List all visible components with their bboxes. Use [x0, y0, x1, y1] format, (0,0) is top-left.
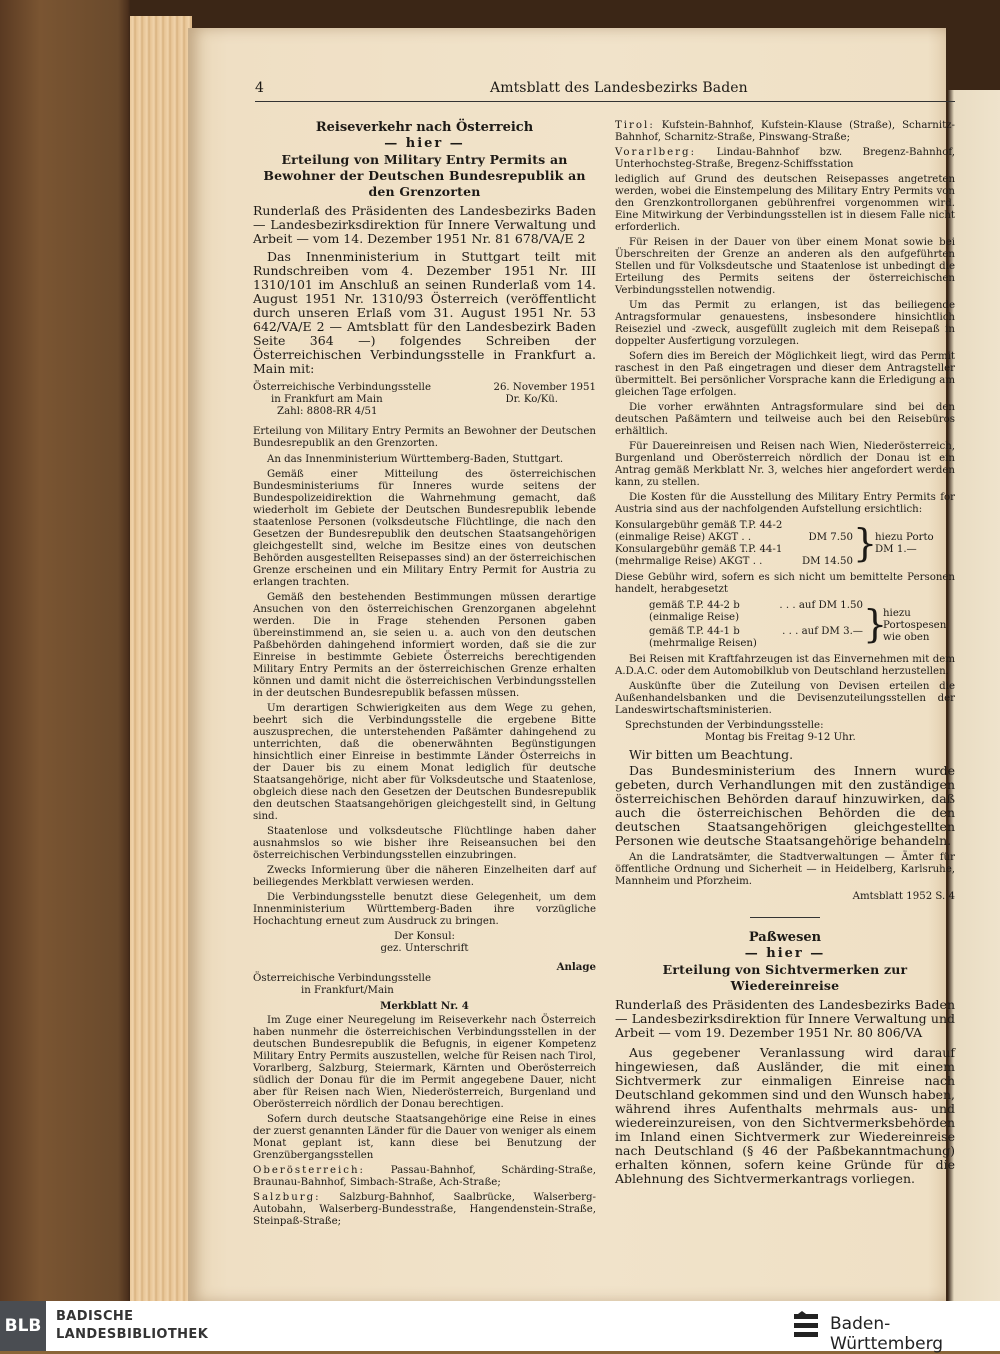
- red1-label: gemäß T.P. 44-2 b: [649, 600, 740, 611]
- ministry-text: Das Bundesministerium des Innern wurde gebeten, durch Verhandlungen mit den zuständigen österreichischen Behörden darauf hinzuwirken, daß auch die österreichischen Behörden die den deutschen Staatsangehörigen gleichgestellten Personen wie deutsche Staatsangehörige behandeln.: [615, 763, 955, 848]
- fee-table: [615, 520, 955, 568]
- right-paragraph-2: Für Reisen in der Dauer von über einem Monat sowie bei Überschreiten der Grenze an anderen als den aufgeführten Stellen und für Volksdeutsche und Staatenlose ist unbedingt die Erteilung des Permits seitens der österreichischen Verbindungsstellen notwendig.: [615, 237, 955, 296]
- merkblatt-paragraph-2: Sofern durch deutsche Staatsangehörige eine Reise in eines der zuerst genannten Länder für die Dauer von weniger als einem Monat geplant ist, kann diese bei Benutzung der Grenzübergangsstellen: [253, 1114, 597, 1161]
- paragraph-2: Gemäß den bestehenden Bestimmungen müssen derartige Ansuchen von den österreichischen Grenzorganen abgelehnt werden. Die in Frage stehenden Personen gaben übereinstimmend an, sie seien u. a. auch von den deutschen Paßbehörden dahingehend informiert worden, daß sie die zur Einreise in bestimmte Gebiete Österreichs berechtigenden Military Entry Permits an der österreichischen Grenze erhalten können und damit nicht die österreichischen Verbindungsstellen in der deutschen Bundesrepublik befassen müssen.: [253, 592, 596, 699]
- right-paragraph-10: Auskünfte über die Zuteilung von Devisen erteilen die Außenhandelsbanken und die Devisenzuteilungsstellen der Landeswirtschaftsministerien.: [615, 681, 955, 716]
- salzburg-label: Salzburg:: [253, 1192, 321, 1203]
- tirol-label: Tirol:: [615, 120, 655, 131]
- signature-consul: Der Konsul:: [394, 931, 455, 942]
- sender-date: 26. November 1951: [493, 382, 596, 393]
- amtsblatt-reference: Amtsblatt 1952 S. 4: [852, 891, 955, 902]
- reduced-brace: }: [863, 602, 888, 646]
- paragraph-5: Zwecks Informierung über die näheren Einzelheiten darf auf beiliegendes Merkblatt verwiesen werden.: [253, 865, 596, 888]
- vorarlberg-label: Vorarlberg:: [615, 147, 696, 158]
- page-header: [255, 80, 955, 100]
- heading-hier: — hier —: [384, 136, 465, 151]
- fee-note-porto: hiezu Porto: [875, 532, 934, 543]
- paragraph-3: Um derartigen Schwierigkeiten aus dem Wege zu gehen, beehrt sich die Verbindungsstelle die ergebene Bitte auszusprechen, die unterstehenden Paßämter dahingehend zu unterrichten, daß die obenerwähnten Begünstigungen hinsichtlich einer Einreise in bestimmte Länder Österreichs in der Dauer bis zu einem Monat lediglich für deutsche Staatsangehörige, nicht aber für Volksdeutsche und Staatenlose, obgleich diese nach den Gesetzen der Deutschen Bundesrepublik den deutschen Staatsangehörigen gleichgestellt sind, in Geltung sind.: [253, 703, 596, 822]
- right-column: [615, 120, 955, 1188]
- right-paragraph-7: Die Kosten für die Ausstellung des Military Entry Permits for Austria sind aus der nachfolgenden Aufstellung ersichtlich:: [615, 492, 955, 515]
- right-paragraph-4: Sofern dies im Bereich der Möglichkeit liegt, wird das Permit raschest in den Paß eingetragen und dieser dem Antragsteller übermittelt. Bei persönlicher Vorsprache kann die Erledigung am gleichen Tage erfolgen.: [615, 351, 955, 398]
- salzburg-crossings: [253, 1192, 596, 1228]
- runderlass-text: Runderlaß des Präsidenten des Landesbezirks Baden — Landesbezirksdirektion für Innere Verwaltung und Arbeit — vom 14. Dezember 1951 Nr. 81 678/VA/E 2: [253, 203, 596, 246]
- vorarlberg-crossings: [615, 147, 955, 171]
- page-title: Amtsblatt des Landesbezirks Baden: [490, 80, 748, 96]
- heading-sichtvermerke: Erteilung von Sichtvermerken zur Wiedereinreise: [662, 962, 908, 993]
- fee1-amount: DM 7.50: [808, 532, 853, 543]
- fee1-desc: (einmalige Reise) AKGT . .: [615, 532, 752, 543]
- tirol-text: Kufstein-Bahnhof, Kufstein-Klause (Straße), Scharnitz-Bahnhof, Scharnitz-Straße, Pinswang-Straße;: [615, 120, 955, 143]
- sender-block: [253, 382, 596, 418]
- left-column: [253, 120, 596, 1231]
- sender-zahl: Zahl: 8808-RR 4/51: [277, 406, 378, 417]
- oberoesterreich-label: Oberösterreich:: [253, 1165, 365, 1176]
- merkblatt-paragraph-1: Im Zuge einer Neuregelung im Reiseverkehr nach Österreich haben nunmehr die österreichischen Verbindungsstellen in der deutschen Bundesrepublik die Befugnis, in eigener Kompetenz Military Entry Permits auszustellen, welche für Reisen nach Tirol, Vorarlberg, Salzburg, Steiermark, Kärnten und Oberösterreich südlich der Donau für die im Permit angegebene Dauer, nicht aber für Reisen nach Wien, Niederösterreich, Burgenland und Oberösterreich nördlich der Donau berechtigen.: [253, 1015, 596, 1110]
- anlage-sender1: Österreichische Verbindungsstelle: [253, 973, 431, 984]
- vorarlberg-text: Lindau-Bahnhof bzw. Bregenz-Bahnhof, Unterhochsteg-Straße, Bregenz-Schiffsstation: [615, 147, 955, 170]
- fee-brace: }: [853, 521, 878, 565]
- intro-text: Das Innenministerium in Stuttgart teilt mit Rundschreiben vom 4. Dezember 1951 Nr. III 1310/101 im Anschluß an seinen Runderlaß vom 14. August 1951 Nr. 1310/93 Österreich (veröffentlicht durch unseren Erlaß vom 31. August 1951 Nr. 53 642/VA/E 2 — Amtsblatt für den Landesbezirk Baden Seite 364 —) folgendes Schreiben der Österreichischen Verbindungsstelle in Frankfurt a. Main mit:: [253, 249, 596, 376]
- lions-crest-icon: [790, 1310, 822, 1342]
- heading-reiseverkehr: Reiseverkehr nach Österreich: [315, 120, 534, 135]
- red2-label: gemäß T.P. 44-1 b: [649, 626, 740, 637]
- fee2-amount: DM 14.50: [801, 556, 853, 567]
- fee1-label: Konsulargebühr gemäß T.P. 44-2: [615, 520, 783, 531]
- oberoesterreich-crossings: [253, 1165, 596, 1189]
- blb-name-line1: BADISCHE: [56, 1309, 134, 1324]
- sender-ref: Dr. Ko/Kü.: [505, 394, 558, 405]
- oberoesterreich-text: Passau-Bahnhof, Schärding-Straße, Braunau-Bahnhof, Simbach-Straße, Ach-Straße;: [253, 1165, 596, 1188]
- heading-passwesen: Paßwesen: [748, 930, 822, 945]
- right-paragraph-8: Diese Gebühr wird, sofern es sich nicht um bemittelte Personen handelt, herabgesetzt: [615, 572, 955, 595]
- passwesen-text: Aus gegebener Veranlassung wird darauf hingewiesen, daß Ausländer, die mit einem Sichtvermerk zur einmaligen Einreise nach Deutschland gekommen sind und den Wunsch haben, während ihres Aufenthalts mehrmals aus- und wiedereinzureisen, von den Sichtvermerksbehörden im Inland einen Sichtvermerk zur Wiedereinreise nach Deutschland (§ 46 der Paßbekanntmachung) erhalten können, sofern keine Gründe für die Ablehnung des Sichtvermerkantrags vorliegen.: [615, 1045, 955, 1186]
- fee2-label: Konsulargebühr gemäß T.P. 44-1: [615, 544, 783, 555]
- section-divider: [750, 917, 820, 918]
- heading-passwesen-hier: — hier —: [744, 946, 826, 961]
- hours-label: Sprechstunden der Verbindungsstelle:: [625, 720, 824, 731]
- fee2-desc: (mehrmalige Reise) AKGT . .: [615, 556, 763, 567]
- next-page-edge: [948, 90, 1000, 1301]
- blb-name-line2: LANDESBIBLIOTHEK: [56, 1327, 209, 1342]
- blb-name: [56, 1308, 208, 1344]
- bitte-text: Wir bitten um Beachtung.: [629, 747, 794, 762]
- heading-erteilung: Erteilung von Military Entry Permits an Bewohner der Deutschen Bundesrepublik an den Grenzorten: [263, 152, 586, 199]
- reduced-fee-table: [615, 600, 955, 650]
- recipients-text: An die Landratsämter, die Stadtverwaltungen — Ämter für öffentliche Ordnung und Sicherheit — in Heidelberg, Karlsruhe, Mannheim und Pforzheim.: [615, 852, 955, 887]
- red2-amount: . . . auf DM 3.—: [782, 626, 863, 637]
- signature-name: gez. Unterschrift: [380, 943, 469, 954]
- right-paragraph-3: Um das Permit zu erlangen, ist das beiliegende Antragsformular genauestens, insbesondere hinsichtlich Reiseziel und -zweck, ausgefüllt zugleich mit dem Reisepaß in doppelter Ausfertigung vorzulegen.: [615, 300, 955, 347]
- right-paragraph-5: Die vorher erwähnten Antragsformulare sind bei den deutschen Paßämtern und teilweise auch bei den Reisebüros erhältlich.: [615, 402, 955, 437]
- merkblatt-title: Merkblatt Nr. 4: [380, 1000, 469, 1012]
- tirol-crossings: [615, 120, 955, 144]
- right-paragraph-1: lediglich auf Grund des deutschen Reisepasses angetreten werden, wobei die Einstempelung des Military Entry Permits von den Grenzkontrollorganen gebührenfrei vorgenommen wird. Eine Mitwirkung der Verbindungsstellen ist in diesem Falle nicht erforderlich.: [615, 174, 955, 233]
- passwesen-runderlass: Runderlaß des Präsidenten des Landesbezirks Baden — Landesbezirksdirektion für Innere Verwaltung und Arbeit — vom 19. Dezember 1951 Nr. 80 806/VA: [615, 997, 955, 1040]
- page-edges: [130, 16, 192, 1304]
- anlage-sender2: in Frankfurt/Main: [301, 985, 394, 996]
- blb-logo[interactable]: BLB: [0, 1301, 46, 1351]
- paragraph-4: Staatenlose und volksdeutsche Flüchtlinge haben daher ausnahmslos so wie bisher ihre Reiseansuchen bei den österreichischen Verbindungsstellen einzubringen.: [253, 826, 596, 861]
- paragraph-1: Gemäß einer Mitteilung des österreichischen Bundesministeriums für Inneres wurde seitens der Bundespolizeidirektion die Wahrnehmung gemacht, daß wiederholt im Gebiete der Deutschen Bundesrepublik lebende staatenlose Personen (volksdeutsche Flüchtlinge, die nach den Gesetzen der Bundesrepublik den deutschen Staatsangehörigen gleichgestellt sind, welche im Besitze eines von deutschen Behörden ausgestellten Reisepasses sind) an der österreichischen Grenze erscheinen und ein Military Entry Permit for Austria zu erlangen trachten.: [253, 469, 596, 588]
- red1-desc: (einmalige Reise): [649, 612, 740, 623]
- anlage-label: Anlage: [556, 961, 596, 973]
- addressee-text: An das Innenministerium Württemberg-Baden, Stuttgart.: [267, 454, 564, 465]
- fee-note-amount: DM 1.—: [875, 544, 917, 555]
- bw-name[interactable]: Baden-Württemberg: [830, 1314, 944, 1354]
- reduced-note: hiezu Portospesen wie oben: [883, 608, 947, 643]
- footer-bar: [0, 1301, 1000, 1354]
- red2-desc: (mehrmalige Reisen): [649, 638, 757, 649]
- hours-value: Montag bis Freitag 9-12 Uhr.: [705, 732, 856, 743]
- right-paragraph-9: Bei Reisen mit Kraftfahrzeugen ist das Einvernehmen mit dem A.D.A.C. oder dem Automobilklub von Deutschland herzustellen.: [615, 654, 955, 677]
- salzburg-text: Salzburg-Bahnhof, Saalbrücke, Walserberg-Autobahn, Walserberg-Bundesstraße, Hangendenstein-Straße, Steinpaß-Straße;: [253, 1192, 596, 1227]
- right-paragraph-6: Für Dauereinreisen und Reisen nach Wien, Niederösterreich, Burgenland und Oberösterreich nördlich der Donau ist ein Antrag gemäß Merkblatt Nr. 3, welches hier angefordert werden kann, zu stellen.: [615, 441, 955, 488]
- sender-line1: Österreichische Verbindungsstelle: [253, 382, 431, 393]
- header-rule: [255, 101, 955, 102]
- paragraph-6: Die Verbindungsstelle benutzt diese Gelegenheit, um dem Innenministerium Württemberg-Baden ihre vorzügliche Hochachtung erneut zum Ausdruck zu bringen.: [253, 892, 596, 927]
- sender-line2: in Frankfurt am Main: [271, 394, 383, 405]
- red1-amount: . . . auf DM 1.50: [779, 600, 863, 611]
- page-number: 4: [255, 80, 264, 96]
- subject-text: Erteilung von Military Entry Permits an Bewohner der Deutschen Bundesrepublik an den Grenzorten.: [253, 426, 596, 449]
